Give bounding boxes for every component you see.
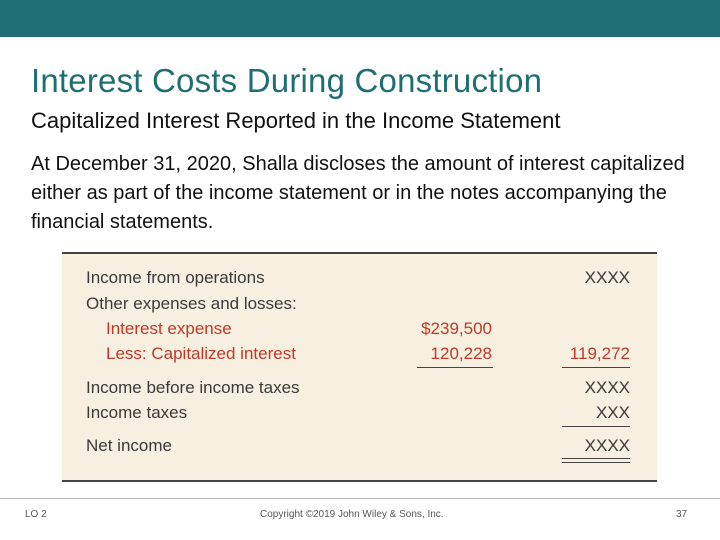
underline-col1 — [417, 367, 493, 368]
top-banner — [0, 0, 720, 37]
slide-body-text: At December 31, 2020, Shalla discloses the amount of interest capitalized either as part of the income statement or in the notes accompanying the financial statements. — [31, 153, 685, 233]
underline-col2 — [562, 367, 630, 368]
row-amount-capitalized-interest: 120,228 — [430, 344, 492, 363]
page-number: 37 — [676, 509, 688, 520]
row-amount-net-interest: 119,272 — [569, 344, 630, 363]
row-label-income-from-operations: Income from operations — [86, 268, 265, 287]
row-amount-interest-expense: $239,500 — [421, 319, 492, 338]
row-label-income-taxes: Income taxes — [86, 403, 188, 422]
income-statement — [62, 252, 657, 482]
learning-objective-label: LO 2 — [25, 509, 47, 520]
row-amount-income-taxes: XXX — [595, 403, 630, 422]
double-underline-bottom — [562, 462, 630, 463]
row-amount-net-income: XXXX — [584, 436, 630, 455]
double-underline-top — [562, 458, 630, 459]
slide-title: Interest Costs During Construction — [31, 62, 543, 99]
row-label-income-before-taxes: Income before income taxes — [86, 378, 300, 397]
row-label-net-income: Net income — [86, 436, 172, 455]
row-label-interest-expense: Interest expense — [106, 319, 232, 338]
row-amount-income-before-taxes: XXXX — [584, 378, 630, 397]
underline-taxes — [562, 426, 630, 427]
slide-subtitle: Capitalized Interest Reported in the Income Statement — [31, 108, 561, 133]
row-label-capitalized-interest: Less: Capitalized interest — [106, 344, 296, 363]
row-amount-income-from-operations: XXXX — [584, 268, 630, 287]
copyright-text: Copyright ©2019 John Wiley & Sons, Inc. — [260, 509, 444, 520]
footer-divider — [0, 498, 720, 499]
row-label-other-expenses: Other expenses and losses: — [86, 294, 297, 313]
